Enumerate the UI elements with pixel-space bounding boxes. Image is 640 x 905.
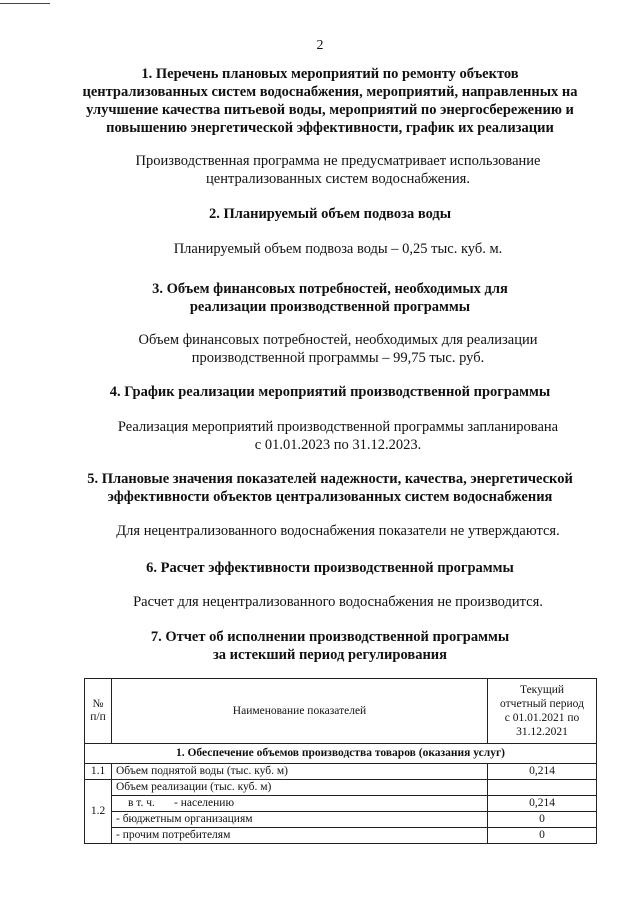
text-line: Планируемый объем подвоза воды – 0,25 тыс. куб. м. [173, 241, 503, 257]
table-subrow [85, 828, 597, 844]
header-number-line: № [92, 698, 104, 710]
row-name-cell: Объем поднятой воды (тыс. куб. м) [112, 764, 488, 780]
header-number-line: п/п [90, 711, 106, 723]
subrow-name-cell [112, 796, 488, 812]
row-number-cell: 1.1 [85, 764, 112, 780]
heading-line: 5. Плановые значения показателей надежности, качества, энергетической [87, 471, 573, 487]
table-row [85, 780, 597, 796]
section-4-heading [70, 383, 590, 401]
text-line: Производственная программа не предусматривает использование [135, 153, 541, 169]
heading-line: 4. График реализации мероприятий производственной программы [109, 384, 551, 400]
section-1-text [70, 152, 606, 188]
section-5-heading [70, 470, 590, 506]
heading-line: 6. Расчет эффективности производственной программы [146, 560, 514, 576]
section-4-text [70, 418, 606, 454]
section-3-text [70, 331, 606, 367]
heading-line: улучшение качества питьевой воды, мероприятий по энергосбережению и [86, 102, 574, 118]
table-subrow [85, 796, 597, 812]
text-line: производственной программы – 99,75 тыс. руб. [191, 350, 485, 366]
subrow-value-cell: 0 [488, 828, 597, 844]
header-number-cell [85, 679, 112, 744]
heading-line: реализации производственной программы [189, 299, 471, 315]
subrow-name-cell: - бюджетным организациям [112, 812, 488, 828]
subrow-value-cell: 0 [488, 812, 597, 828]
row-value-cell: 0,214 [488, 764, 597, 780]
heading-line: эффективности объектов централизованных систем водоснабжения [107, 489, 553, 505]
report-table [84, 678, 597, 844]
heading-line: повышению энергетической эффективности, график их реализации [106, 120, 554, 136]
text-line: Объем финансовых потребностей, необходимых для реализации [138, 332, 538, 348]
section-2-text [70, 240, 606, 258]
heading-line: 2. Планируемый объем подвоза воды [208, 206, 452, 222]
heading-line: 7. Отчет об исполнении производственной программы [150, 629, 510, 645]
page-number: 2 [316, 38, 324, 53]
text-line: Расчет для нецентрализованного водоснабжения не производится. [133, 594, 543, 610]
row-number-cell: 1.2 [85, 780, 112, 844]
row-name-cell: Объем реализации (тыс. куб. м) [112, 780, 488, 796]
section-5-text [70, 522, 606, 540]
header-period-line: отчетный период [500, 698, 584, 710]
header-period-cell [488, 679, 597, 744]
section-1-heading [70, 65, 590, 137]
text-line: централизованных систем водоснабжения. [206, 171, 470, 187]
heading-line: централизованных систем водоснабжения, мероприятий, направленных на [82, 84, 578, 100]
table-subrow [85, 812, 597, 828]
header-period-line: Текущий [519, 684, 565, 696]
subrow-name: - населению [174, 797, 235, 809]
table-section-row [85, 744, 597, 764]
header-period-line: с 01.01.2021 по [504, 712, 580, 724]
header-period-line: 31.12.2021 [516, 726, 568, 738]
header-name-cell: Наименование показателей [112, 679, 488, 744]
text-line: Реализация мероприятий производственной программы запланирована [117, 419, 559, 435]
section-3-heading [70, 280, 590, 316]
text-line: Для нецентрализованного водоснабжения показатели не утверждаются. [116, 523, 560, 539]
section-title-cell: 1. Обеспечение объемов производства товаров (оказания услуг) [85, 744, 597, 764]
subrow-name-cell: - прочим потребителям [112, 828, 488, 844]
table-header-row [85, 679, 597, 744]
heading-line: 3. Объем финансовых потребностей, необходимых для [152, 281, 508, 297]
heading-line: 1. Перечень плановых мероприятий по ремонту объектов [141, 66, 519, 82]
section-6-text [70, 593, 606, 611]
section-7-heading [70, 628, 590, 664]
text-line: с 01.01.2023 по 31.12.2023. [254, 437, 422, 453]
top-rule [0, 3, 50, 4]
subrow-value-cell: 0,214 [488, 796, 597, 812]
section-6-heading [70, 559, 590, 577]
heading-line: за истекший период регулирования [212, 647, 448, 663]
subrow-prefix: в т. ч. [128, 797, 155, 809]
section-2-heading [70, 205, 590, 223]
table-row [85, 764, 597, 780]
row-value-cell [488, 780, 597, 796]
